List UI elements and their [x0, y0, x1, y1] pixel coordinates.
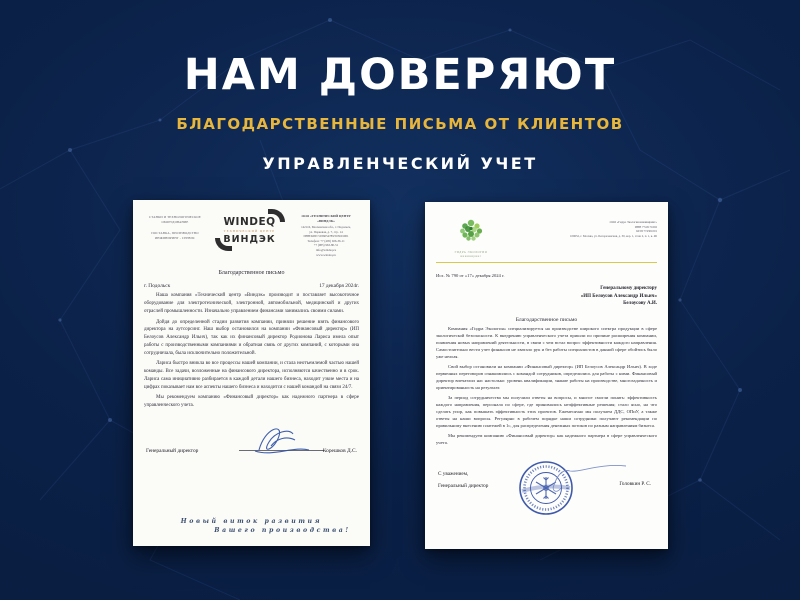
- hydra-contact-line: ИНН 7743171602: [634, 224, 657, 229]
- slide-subtitle: БЛАГОДАРСТВЕННЫЕ ПИСЬМА ОТ КЛИЕНТОВ: [176, 115, 624, 133]
- windeq-activity-line: ПОСТАВКА, ПРОИЗВОДСТВО ИНЖИНИРИНГ - СЕРВИС: [151, 231, 199, 240]
- windeq-contact-line: ИНН/КПП 5036054789/503601001: [303, 234, 349, 239]
- letter-title: Благодарственное письмо: [218, 270, 285, 277]
- recipient-line: Генеральному директору: [600, 285, 657, 291]
- windeq-contact-line: www.windeq.ru: [316, 252, 336, 257]
- recipient-line: Белоусову А.И.: [623, 301, 657, 307]
- signer-position: Генеральный директор: [146, 447, 199, 454]
- letter-hydra-header: [436, 211, 657, 259]
- hydra-contact-line: ООО «Гидра Экология инжиниринг»: [609, 220, 657, 224]
- letter-title: Благодарственное письмо: [515, 317, 578, 324]
- windeq-logo-caption: ТЕХНИЧЕСКИЙ ЦЕНТР: [223, 229, 276, 233]
- recipient-line: «ИП Белоусов Александр Ильич»: [580, 293, 657, 299]
- closing-row: [436, 457, 657, 519]
- windeq-swoosh-bottom-icon: [215, 238, 232, 251]
- windeq-contact-line: +7 (985) 963-80-51: [313, 243, 339, 248]
- slide-header: [0, 50, 800, 173]
- letter-paragraph: За период сотрудничества мы получили ответы на вопросы, и многое смогли понять: эффективность каждого направления, персонала по сфере, где принимались неэффективные решения; стало ясно, на что сделать упор, как повышать эффективность этих проектов. Ежемесячно мы получаем ДДС, ОПиУ, а также ответы на наши вопросы. Регулярно в рабочем порядке наши сотрудники получают рекомендации по правильному внесению платежей в 1с, для распределения денежных потоков по разным направлениям бизнеса.: [436, 394, 657, 428]
- hydra-logo-caption: [436, 251, 506, 259]
- recipient-block: [436, 285, 657, 308]
- letter-paragraph: Лариса быстро вникла во все процессы нашей компании, и стала неотъемлемой частью нашей команды. Все задачи, возложенные на финансового директора, исполняются качественно и в срок. Лариса сама инициативно разбирается в каждой детали нашего бизнеса, находит узкие места и на цифрах показывает нам все аспекты нашего бизнеса и находится с нашей командой на связи 24/7.: [144, 361, 359, 390]
- letter-paragraph: Наша компания «Технический центр «Виндэк» производит и поставляет высокоточное оборудование для электротехнической, электронной, автомобильной, медицинской и других отраслей промышленности. Изначально управлением финансами занимались своими силами.: [144, 293, 359, 314]
- slogan-line: Вашего производства!: [214, 527, 351, 534]
- windeq-logo: [213, 209, 287, 251]
- letter-paragraph: Мы рекомендуем компанию «Финансовый директор» как надежного партнера в сфере управленческого учета.: [144, 395, 359, 409]
- windeq-contact-line: 142116, Московская обл., г. Подольск,: [301, 224, 351, 229]
- closing-salutation: С уважением,: [438, 470, 469, 477]
- section-label: УПРАВЛЕНЧЕСКИЙ УЧЕТ: [262, 154, 538, 173]
- windeq-logo-cyrillic: ВИНДЭК: [223, 234, 276, 245]
- hydra-contacts-block: [539, 211, 657, 239]
- hydra-contact-line: 109652, г. Москва, ул. Белореченская, д. 30, кор. 1, этаж 2, п. 1, к. 4Б: [569, 233, 657, 238]
- signature-scribble-icon: [249, 422, 313, 456]
- windeq-contact-line: info@windeq.ru: [315, 248, 337, 253]
- signer-position: Генеральный директор: [438, 482, 489, 489]
- windeq-company-name: ООО «ТЕХНИЧЕСКИЙ ЦЕНТР «ВИНДЭК»: [301, 214, 351, 223]
- windeq-logo-latin: WINDEQ: [223, 216, 276, 228]
- city-date-row: [144, 283, 359, 289]
- windeq-activity-block: [144, 209, 206, 248]
- letter-windeq-header: [144, 209, 359, 257]
- letter-paragraph: Мы рекомендуем компанию «Финансовый директор» как надежного партнера в сфере управленческого учета.: [436, 432, 657, 445]
- header-divider: [436, 262, 657, 263]
- letter-city: г. Подольск: [144, 283, 171, 290]
- signer-name: Головкин Р. С.: [619, 480, 651, 487]
- signer-name: Корешков Д.С.: [322, 447, 357, 454]
- hydra-logo-block: [436, 211, 506, 259]
- letter-paragraph: Дойдя до определенной стадии развития компании, приняли решение взять финансового директора на аутсорсинг. Наш выбор остановился на компании «Финансовый директор» (ИП Белоусов Александр Ильич), так как их финансовый директор Родионова Лариса имела опыт работы с производственными компаниями и обратная связь от других компаний, с которыми она сотрудничала, была исключительно положительной.: [144, 319, 359, 356]
- slogan-line: Новый виток развития: [180, 518, 323, 525]
- signature-row: [144, 426, 359, 462]
- outgoing-ref-line: Исх. № 790 от «17» декабря 2024 г.: [436, 272, 505, 278]
- windeq-contact-line: ул. Парковая, д. 7, стр. 14: [309, 229, 343, 234]
- letter-paragraph: Компания «Гидра Экология» специализируется на производстве широкого спектра продукции в сфере экологической безопасности. К внедрению управленческого учета пришли по причине расширения компании, появления новых направлений деятельности, в связи с чем встал вопрос эффективности каждого направления. Самостоятельно вести учет финансов не хватало рук и без работы специалистов в данной сфере обойтись было уже нельзя.: [436, 326, 657, 359]
- letter-windeq: [133, 200, 370, 546]
- windeq-swoosh-top-icon: [268, 209, 285, 222]
- windeq-activity-line: СТАНКИ И ТЕХНОЛОГИЧЕСКОЕ ОБОРУДОВАНИЕ: [149, 215, 201, 224]
- windeq-contact-line: Телефон: +7 (495) 926-36-11: [307, 238, 345, 243]
- hydra-logo-caption-line: инжиниринг: [460, 254, 482, 258]
- green-leaves-logo-icon: [456, 215, 486, 245]
- letter-paragraph: Свой выбор остановили на компании «Финансовый директор» (ИП Белоусов Александр Ильич). В ходе первичных переговоров ознакомились с командой сотрудников, определились для работы с ними. Финансовый директор впечатлил нас настолько: уровень квалификации, знание работы на производстве, многозадачность и ориентированность на результат.: [436, 363, 657, 390]
- windeq-contacts-block: [293, 209, 359, 257]
- letter-hydra-ecology: [425, 202, 668, 549]
- page-title: НАМ ДОВЕРЯЮТ: [183, 50, 617, 100]
- letter-date: 17 декабря 2024г.: [319, 283, 359, 290]
- hydra-contact-line: КПП 774301001: [636, 229, 657, 234]
- company-slogan: [133, 518, 370, 534]
- hydra-logo-caption-line: ГИДРА ЭКОЛОГИЯ: [454, 251, 488, 254]
